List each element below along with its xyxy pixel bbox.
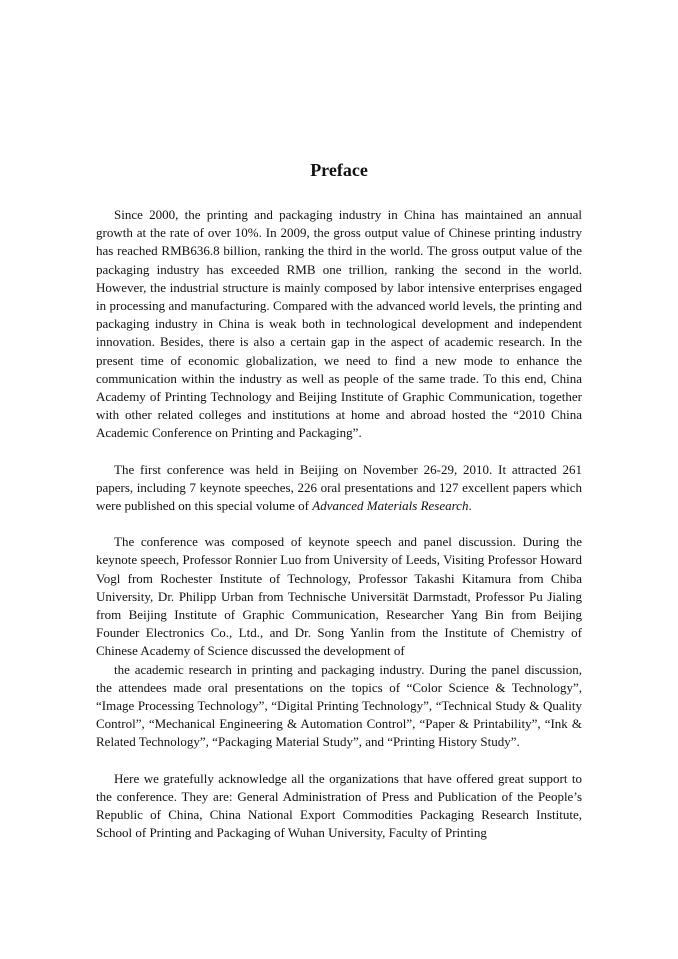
paragraph-keynote: The conference was composed of keynote speech and panel discussion. During the keynote speech, Professor Ronnier Luo from University of Leeds, Visiting Professor Howard Vogl from Rochester Institute of Technology, Professor Takashi Kitamura from Chiba University, Dr. Philipp Urban from Technische Universität Darmstadt, Professor Pu Jialing from Beijing Institute of Graphic Communication, Researcher Yang Bin from Beijing Founder Electronics Co., Ltd., and Dr. Song Yanlin from the Institute of Chemistry of Chinese Academy of Science discussed the development of xyxy=(96,534,582,659)
paragraph-gap xyxy=(96,515,582,533)
paragraph-intro: Since 2000, the printing and packaging industry in China has maintained an annual growth at the rate of over 10%. In 2009, the gross output value of Chinese printing industry has reached RMB636.8 billion, ranking the third in the world. The gross output value of the packaging industry has exceeded RMB one trillion, ranking the second in the world. However, the industrial structure is mainly composed by labor intensive enterprises engaged in processing and manufacturing. Compared with the advanced world levels, the printing and packaging industry in China is weak both in technological development and independent innovation. Besides, there is also a certain gap in the aspect of academic research. In the present time of economic globalization, we need to find a new mode to enhance the communication within the industry as well as people of the same trade. To this end, China Academy of Printing Technology and Beijing Institute of Graphic Communication, together with other related colleges and institutions at home and abroad hosted the “2010 China Academic Conference on Printing and Packaging”. xyxy=(96,207,582,441)
paragraph-acknowledgement: Here we gratefully acknowledge all the organizations that have offered great support to the conference. They are: General Administration of Press and Publication of the People’s Republic of China, China National Export Commodities Packaging Research Institute, School of Printing and Packaging of Wuhan University, Faculty of Printing xyxy=(96,770,582,841)
paragraph-gap xyxy=(96,443,582,461)
paragraph-first-conference-end: . xyxy=(468,498,472,514)
preface-body xyxy=(96,206,582,843)
paragraph-gap xyxy=(96,752,582,770)
paragraph-panel-discussion: the academic research in printing and packaging industry. During the panel discussion, the attendees made oral presentations on the topics of “Color Science & Technology”, “Image Processing Technology”, “Digital Printing Technology”, “Technical Study & Quality Control”, “Mechanical Engineering & Automation Control”, “Paper & Printability”, “Ink & Related Technology”, “Packaging Material Study”, and “Printing History Study”. xyxy=(96,661,582,750)
paragraph-first-conference xyxy=(96,461,582,516)
journal-title: Advanced Materials Research xyxy=(312,498,469,514)
page-title: Preface xyxy=(310,160,368,180)
paragraph-first-conference-text: The first conference was held in Beijing on November 26-29, 2010. It attracted 261 papers, including 7 keynote speeches, 226 oral presentations and 127 excellent papers which were published on this special volume of xyxy=(96,461,582,514)
